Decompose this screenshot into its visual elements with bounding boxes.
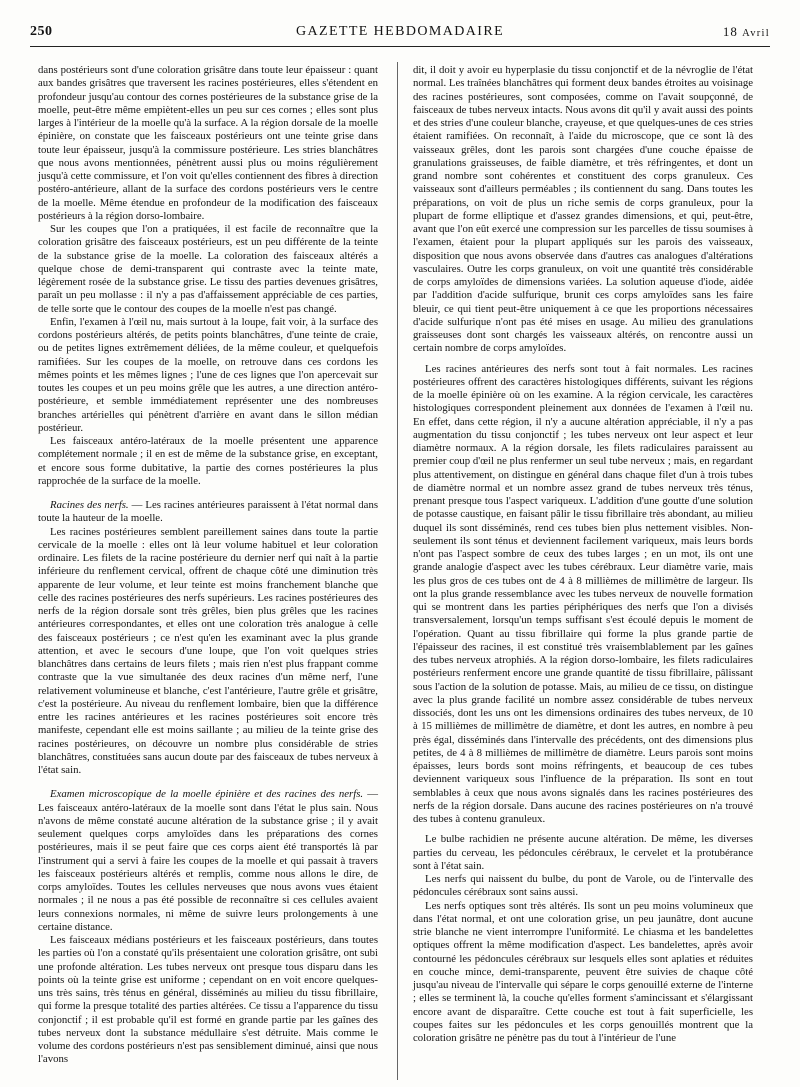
section-text: — Les faisceaux antéro-latéraux de la moelle sont dans l'état le plus sain. Nous n'avons de même constaté aucune altération de la substance grise ; il y avait seulement quelques corps amyloïdes dans les préparations des cornes postérieures, mais il se peut faire que ces corps aient été transportés là par l'instrument qui a servi à faire les coupes de la moelle et qui passait à travers les faisceaux postérieurs altérés et remplis, comme nous allons le dire, de corps amyloïdes. Toutes les cellules nerveuses que nous avons vues étaient normales ; il ne nous a pas été possible de reconnaître si ces cellules avaient leurs connexions normales, ni même de suivre leurs prolongements à une certaine distance. xyxy=(38,788,378,933)
left-column xyxy=(38,64,378,1067)
issue-date-month: Avril xyxy=(742,28,770,39)
section-paragraph xyxy=(38,499,378,526)
section-heading: Examen microscopique de la moelle épinière et des racines des nerfs. xyxy=(50,788,364,801)
section-paragraph xyxy=(38,788,378,934)
paragraph: dans postérieurs sont d'une coloration grisâtre dans toute leur épaisseur : quant aux bandes grisâtres que traversent les racines postérieures, elles s'étendent en profondeur jusqu'au contour des cornes postérieures de la substance grise de la moelle, peut-être même empiètent-elles un peu sur ces cornes ; elles sont plus larges à l'intérieur de la moelle qu'à la surface. A la région dorsale de la moelle épinière, on constate que les faisceaux postérieurs ont une teinte grise dans toute leur épaisseur, jusqu'à la commissure postérieure. Les stries blanchâtres que nous avons mentionnées, pénètrent aussi plus ou moins régulièrement jusqu'à cette commissure, et l'on voit qu'elles contiennent des fibres à direction postéro-antérieure, allant de la surface des cordons postérieurs vers le centre de la moelle. Même étendue en profondeur de la modification des faisceaux postérieurs à la région dorso-lombaire. xyxy=(38,64,378,222)
paragraph: Les faisceaux médians postérieurs et les faisceaux postérieurs, dans toutes les parties où l'on a constaté qu'ils présentaient une coloration grisâtre, ont subi une profonde altération. Les tubes nerveux ont presque tous disparu dans les points où la teinte grise est uniforme ; cependant on en voit encore quelques-uns très sains, très ténus en général, disséminés au milieu du tissu fibrillaire, qui forme la presque totalité des parties altérées. Ce tissu a l'apparence du tissu conjonctif ; il est probable qu'il est formé en grande partie par les gaînes des tubes nerveux dont la substance médullaire s'est détruite. Mais comme le volume des cordons postérieurs n'est pas sensiblement diminué, ainsi que nous l'avons xyxy=(38,934,378,1066)
paragraph: Le bulbe rachidien ne présente aucune altération. De même, les diverses parties du cerveau, les pédoncules cérébraux, le cervelet et la protubérance sont à l'état sain. xyxy=(413,833,753,872)
paragraph: Les nerfs optiques sont très altérés. Ils sont un peu moins volumineux que dans l'état normal, et ont une coloration grise, un peu jaunâtre, dont aucune strie blanche ne vient interrompre l'uniformité. Le chiasma et les bandelettes optiques offrent la même modification d'aspect. Les bandelettes, après avoir contourné les pédoncules cérébraux sur lesquels elles sont aplaties et réduites en couche mince, demi-transparente, peuvent être suivies de chaque côté jusqu'au niveau de l'intervalle qui sépare le corps genouillé externe de l'interne ; elles se terminent là, la couche qu'elles forment s'amincissant et s'élargissant encore avant de disparaître. Cette couche est tout à fait superficielle, les coupes faites sur les pédoncules et les corps genouillés montrent que la coloration grisâtre ne pénètre pas du tout à l'intérieur de l'une xyxy=(413,899,753,1044)
paragraph: Les nerfs qui naissent du bulbe, du pont de Varole, ou de l'intervalle des pédoncules cérébraux sont sains aussi. xyxy=(413,873,753,899)
paragraph: Sur les coupes que l'on a pratiquées, il est facile de reconnaître que la coloration grisâtre des faisceaux postérieurs, est un peu différente de la teinte de la substance grise de la moelle. La coloration des faisceaux altérés a quelque chose de demi-transparent qui contraste avec la teinte mate, légèrement rosée de la substance grise. Le tissu des parties devenues grisâtres, paraît un peu mollasse : il n'y a pas d'affaissement appréciable de ces parties, de telle sorte que le contour des coupes de la moelle n'est pas changé. xyxy=(38,223,378,315)
section-text: — Les racines antérieures paraissent à l'état normal dans toute la hauteur de la moelle. xyxy=(38,499,378,525)
journal-title: GAZETTE HEBDOMADAIRE xyxy=(295,24,505,39)
section-heading: Racines des nerfs. xyxy=(50,499,129,511)
right-column xyxy=(413,64,753,1045)
column-divider xyxy=(397,62,398,1080)
header-rule xyxy=(30,46,770,47)
running-header xyxy=(30,22,770,44)
issue-date xyxy=(723,24,770,40)
paragraph: Les faisceaux antéro-latéraux de la moelle présentent une apparence complétement normale ; il en est de même de la substance grise, en exceptant, et encore sous forme dubitative, la partie des cornes postérieures la plus rapprochée de la surface de la moelle. xyxy=(38,435,378,487)
paragraph: Les racines postérieures semblent pareillement saines dans toute la partie cervicale de la moelle : elles ont là leur volume habituel et leur coloration ordinaire. Les filets de la racine postérieure du dernier nerf qui naît à la partie inférieure du renflement cervical, offrent de chaque côté une diminution très apparente de leur volume, et leur teinte est moins franchement blanche que celle des racines postérieures des nerfs supérieurs. Les racines postérieures des nerfs de la région dorsale sont très grêles, bien plus grêles que les racines antérieures correspondantes, et elles ont une coloration très analogue à celle des faisceaux postérieurs ; ce n'est qu'en les examinant avec la plus grande attention, et avec le secours d'une loupe, que l'on voit quelques stries blanchâtres dans certains de leurs filets ; mais rien n'est plus frappant comme contraste que la vue simultanée des deux racines d'un même nerf, l'une relativement volumineuse et blanche, c'est l'antérieure, l'autre grêle et grisâtre, c'est la postérieure. Au niveau du renflement lombaire, bien que la différence entre les racines antérieures et les racines postérieures soit encore très manifeste, cependant elle est moins saillante ; au milieu de la teinte grise des racines postérieures, on découvre un nombre plus considérable de stries blanchâtres, constituées sans aucun doute par des faisceaux de tubes nerveux à l'état sain. xyxy=(38,525,378,776)
paragraph: Enfin, l'examen à l'œil nu, mais surtout à la loupe, fait voir, à la surface des cordons postérieurs altérés, de petits points blanchâtres, d'une teinte de craie, ou de petites lignes extrêmement déliées, de la même couleur, et quelquefois ramifiées. Sur les coupes de la moelle, on retrouve dans ces cordons les mêmes points et les mêmes lignes ; l'une de ces lignes que l'on apercevait sur toutes les coupes et un peu moins grêle que les autres, a une direction antéro-postérieure, et semble immédiatement représenter une des nombreuses branches artérielles qui pénètrent d'arrière en avant dans le sillon médian postérieur. xyxy=(38,315,378,434)
page-number: 250 xyxy=(30,24,53,39)
paragraph: dit, il doit y avoir eu hyperplasie du tissu conjonctif et de la névroglie de l'état normal. Les traînées blanchâtres qui forment deux bandes étroites au voisinage des racines postérieures, sont composées, comme on l'avait soupçonné, de faisceaux de tubes nerveux intacts. Nous avons dit qu'il y avait aussi des points et des stries d'une couleur blanche, crayeuse, et que quelques-unes de ces stries étaient ramifiées. On reconnaît, à l'aide du microscope, que ce sont là des vaisseaux grêles, dont les parois sont chargées d'une couche épaisse de granulations graisseuses, de faible diamètre, et très réfringentes, et dont un grand nombre sont cohérentes et constituent des corps granuleux. Ces vaisseaux sont d'ailleurs perméables ; ils contiennent du sang. Dans toutes les préparations, on voit de plus un riche semis de corps granuleux, pour la plupart de forme elliptique et d'assez grandes dimensions, et qui, peut-être, avant que l'on eût exercé une compression sur les parcelles de tissu soumises à l'examen, étaient pour la plupart appliqués sur les parois des vaisseaux, disposition que nous avons observée dans d'autres cas analogues d'altérations vasculaires. Outre les corps granuleux, on voit une quantité très considérable de corps amyloïdes de dimensions variées. La solution aqueuse d'iode, aidée par l'addition d'acide sulfurique, brunit ces corps amyloïdes sans les faire bleuir, ce qui tient peut-être uniquement à ce que les proportions nécessaires d'acide sulfurique n'ont pas été mises en usage. Au milieu des granulations graisseuses dont sont chargés les vaisseaux altérés, on rencontre aussi un certain nombre de corps amyloïdes. xyxy=(413,64,753,355)
issue-date-day: 18 xyxy=(722,24,738,39)
paragraph: Les racines antérieures des nerfs sont tout à fait normales. Les racines postérieures offrent des caractères histologiques différents, suivant les régions de la moelle épinière où on les examine. A la région cervicale, les caractères histologiques correspondent pleinement aux données de l'examen à l'œil nu. En effet, dans cette région, il n'y a aucune altération appréciable, il n'y a pas augmentation du tissu conjonctif ; les tubes nerveux ont leur aspect et leur diamètre normaux. A la région dorsale, les filets radiculaires paraissent au premier coup d'œil ne plus renfermer un seul tube nerveux ; mais, en regardant plus attentivement, on distingue en général dans chaque filet d'un à trois tubes de diamètre normal et un nombre assez grand de tubes nerveux très ténus, prenant presque tous l'aspect variqueux. L'addition d'une goutte d'une solution de potasse caustique, en faisant pâlir le tissu fibrillaire très abondant, au milieu duquel ils sont disséminés, rend ces tubes bien plus nettement visibles. Non-seulement ils sont ténus et deviennent facilement variqueux, mais leurs bords n'ont pas l'aspect sombre de ceux des tubes larges ; en un mot, ils ont une grande analogie d'aspect avec les tubes cérébraux. Leur diamètre varie, mais les plus gros de ces tubes ont de 4 à 8 millièmes de millimètre de largeur. Ils ont la plus grande ressemblance avec les tubes nerveux de nouvelle formation qui se montrent dans les parties périphériques des nerfs que l'on a divisés transversalement, lorsqu'un temps suffisant s'est écoulé depuis le moment de l'opération. Quant au tissu fibrillaire qui forme la plus grande partie de l'épaisseur des racines, il est constitué très vraisemblablement par les gaînes des tubes nerveux atrophiés. A la région dorso-lombaire, les filets radiculaires postérieurs renferment encore une grande quantité de tissu fibrillaire, pâlissant sous l'action de la solution de potasse. Mais, au milieu de ce tissu, on distingue avec la plus grande facilité un nombre assez considérable de tubes nerveux dissociés, dont les uns ont les dimensions ordinaires des tubes nerveux, de 10 à 15 millièmes de millimètre de diamètre, et dont les autres, en nombre à peu près égal, disséminés dans l'intervalle des précédents, ont des dimensions plus petites, de 4 à 8 millièmes de millimètre de diamètre. Leurs parois sont moins épaisses, leurs bords sont moins réfringents, et beaucoup de ces tubes deviennent variqueux sous l'influence de la préparation. Ils sont en tout semblables à ceux que nous avons signalés dans les racines postérieures des nerfs de la région dorsale. Dans aucune des racines postérieures on n'a trouvé des tubes à contenu granuleux. xyxy=(413,362,753,825)
